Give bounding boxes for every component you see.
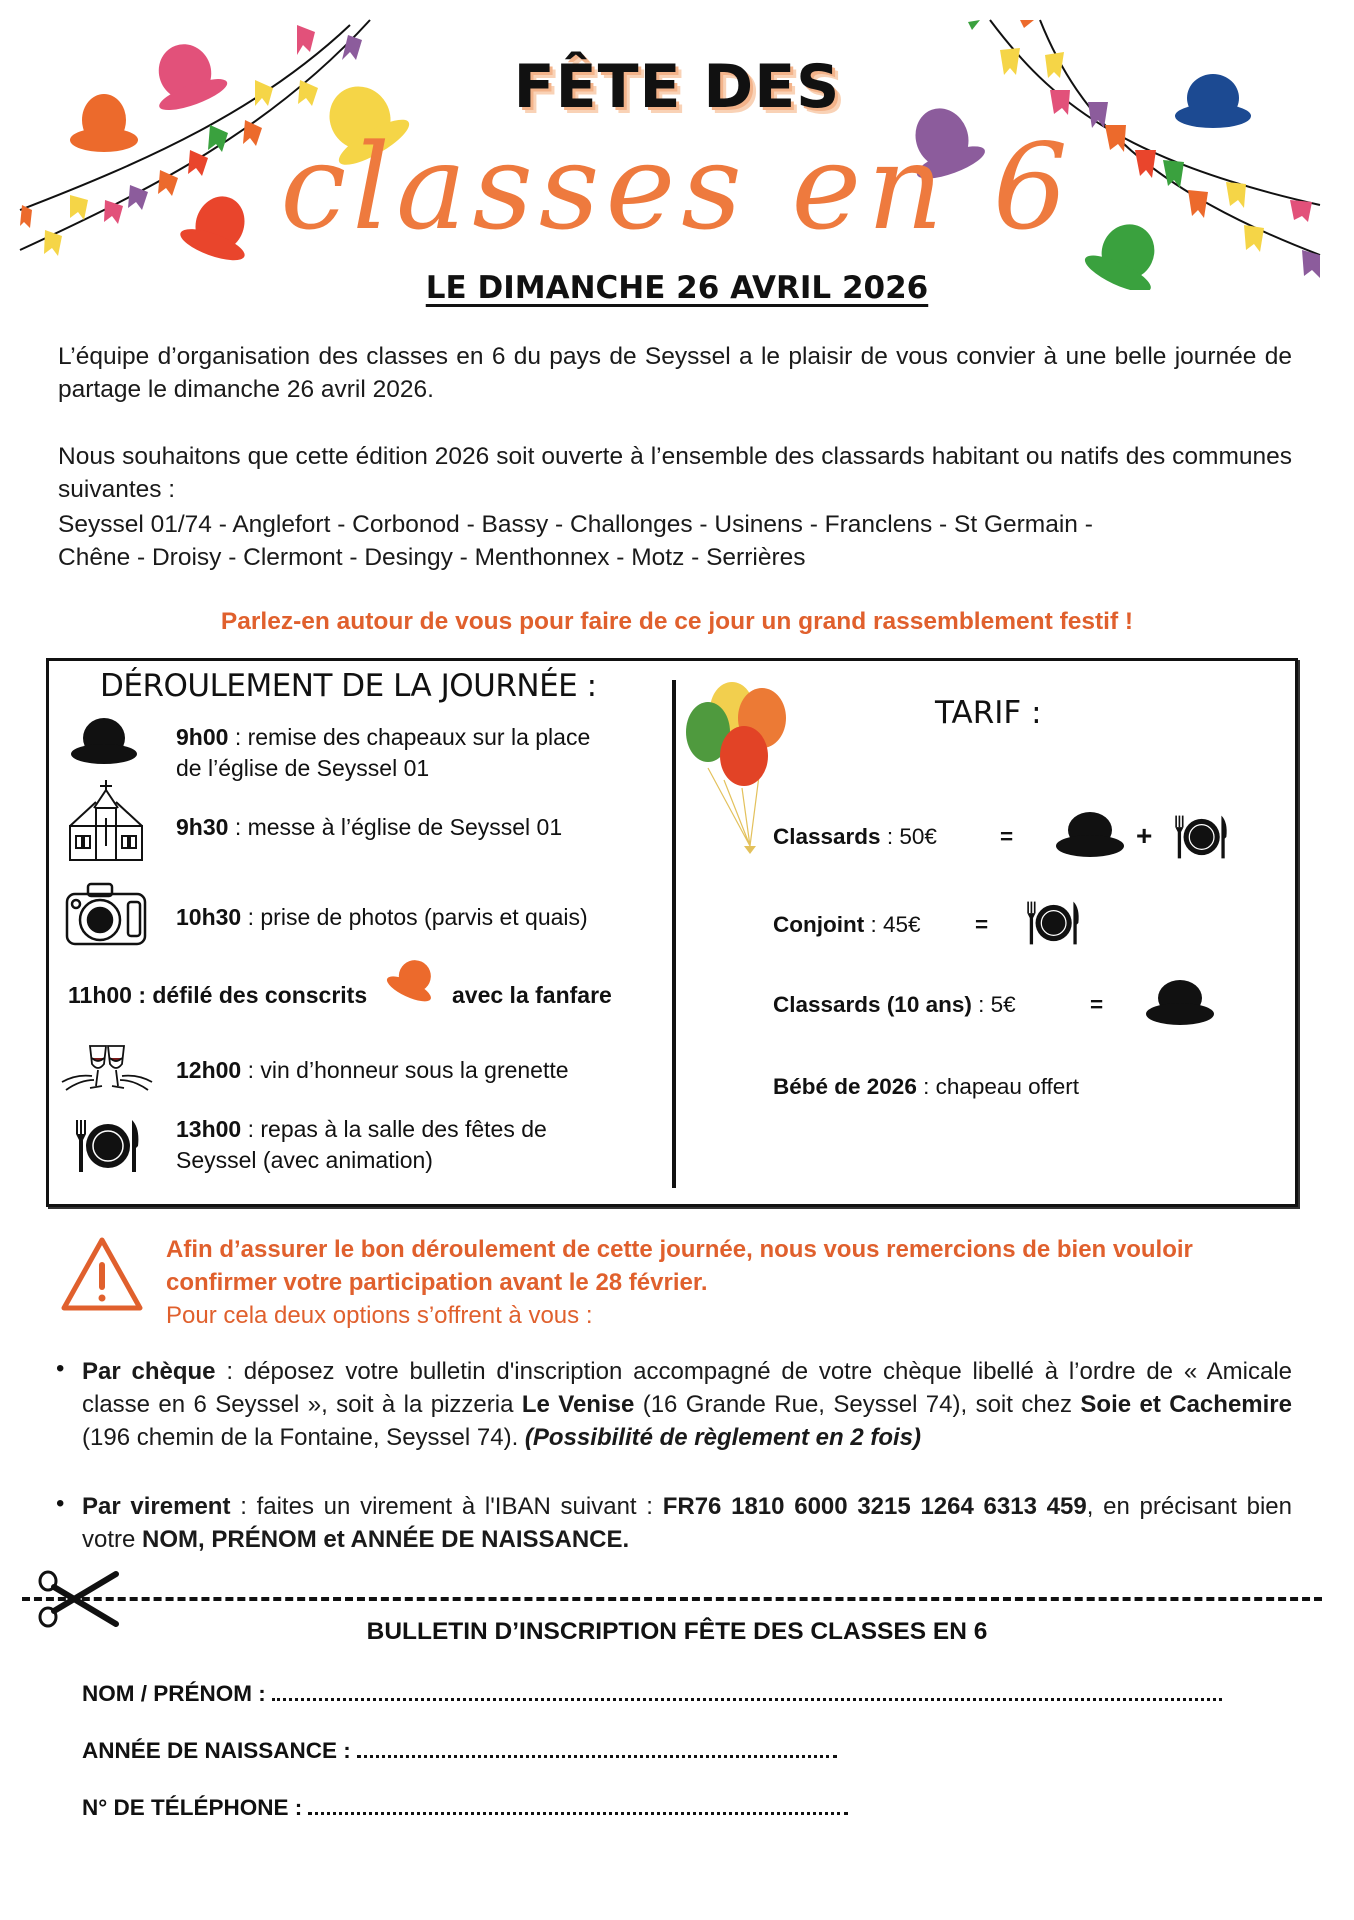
cut-line	[22, 1597, 1322, 1601]
plus-sign: +	[1136, 820, 1153, 851]
equals-sign: =	[1000, 824, 1014, 849]
schedule-item-11h00-fanfare: avec la fanfare	[452, 982, 612, 1008]
bowler-hat-icon	[1144, 980, 1216, 1026]
form-field-annee-naissance[interactable]: ANNÉE DE NAISSANCE :	[82, 1737, 837, 1764]
wine-toast-icon	[60, 1044, 154, 1096]
church-icon	[66, 778, 146, 862]
form-field-nom-prenom[interactable]: NOM / PRÉNOM :	[82, 1680, 1222, 1707]
communes-list-line2: Chêne - Droisy - Clermont - Desingy - Menthonnex - Motz - Serrières	[58, 544, 806, 571]
orange-hat-icon	[384, 956, 444, 1006]
tarif-conjoint: Conjoint : 45€	[773, 912, 921, 937]
tarif-classards: Classards : 50€	[773, 824, 937, 849]
callout-text: Parlez-en autour de vous pour faire de ce jour un grand rassemblement festif !	[220, 608, 1134, 635]
bowler-hat-icon	[1054, 812, 1126, 858]
schedule-item-11h00: 11h00 : défilé des conscrits	[68, 982, 368, 1008]
schedule-item-9h30: 9h30 : messe à l’église de Seyssel 01	[176, 814, 563, 840]
annee-naissance-input[interactable]	[357, 1737, 837, 1758]
title-classes-en-6: classes en 6	[280, 118, 1074, 256]
bullet: •	[56, 1355, 65, 1382]
title-fete-des: FÊTE DES	[513, 52, 841, 122]
tarif-bebe: Bébé de 2026 : chapeau offert	[773, 1074, 1080, 1099]
tarif-title: TARIF :	[935, 695, 1042, 731]
warning-icon	[60, 1236, 144, 1312]
option-virement: Par virement : faites un virement à l'IBAN suivant : FR76 1810 6000 3215 1264 6313 459, en précisant bien votre NOM, PRÉNOM et ANNÉE DE NAISSANCE.	[82, 1493, 1293, 1553]
camera-icon	[64, 880, 148, 948]
schedule-item-13h00: 13h00 : repas à la salle des fêtes de Seyssel (avec animation)	[176, 1116, 547, 1173]
bullet: •	[56, 1490, 65, 1517]
option-cheque: Par chèque : déposez votre bulletin d'inscription accompagné de votre chèque libellé à l’ordre de « Amicale classe en 6 Seyssel », soit à la pizzeria Le Venise (16 Grande Rue, Seyssel 74), soit chez Soie et Cachemire (196 chemin de la Fontaine, Seyssel 74). (Possibilité de règlement en 2 fois)	[82, 1358, 1293, 1451]
telephone-input[interactable]	[308, 1794, 848, 1815]
intro-paragraph-2: Nous souhaitons que cette édition 2026 soit ouverte à l’ensemble des classards habitant ou natifs des communes suivantes :	[58, 443, 1292, 503]
equals-sign: =	[1090, 992, 1104, 1017]
schedule-item-12h00: 12h00 : vin d’honneur sous la grenette	[176, 1057, 569, 1083]
tarif-classards-10-ans: Classards (10 ans) : 5€	[773, 992, 1016, 1017]
nom-prenom-input[interactable]	[272, 1680, 1222, 1701]
warning-message: Afin d’assurer le bon déroulement de cette journée, nous vous remercions de bien vouloir confirmer votre participation avant le 28 février. Pour cela deux options s’offrent à vous :	[166, 1236, 1193, 1329]
communes-list-line1: Seyssel 01/74 - Anglefort - Corbonod - Bassy - Challonges - Usinens - Franclens - St Germain -	[58, 511, 1093, 538]
schedule-item-10h30: 10h30 : prise de photos (parvis et quais)	[176, 904, 588, 930]
plate-cutlery-icon	[1024, 898, 1080, 948]
plate-cutlery-icon	[72, 1118, 140, 1174]
plate-cutlery-icon	[1172, 812, 1228, 862]
event-date: LE DIMANCHE 26 AVRIL 2026	[425, 270, 929, 306]
form-field-telephone[interactable]: N° DE TÉLÉPHONE :	[82, 1794, 848, 1821]
programme-title: DÉROULEMENT DE LA JOURNÉE :	[100, 668, 597, 704]
schedule-item-9h00: 9h00 : remise des chapeaux sur la place de l’église de Seyssel 01	[176, 724, 591, 781]
intro-paragraph: L’équipe d’organisation des classes en 6 du pays de Seyssel a le plaisir de vous convier à une belle journée de partage le dimanche 26 avril 2026.	[58, 343, 1292, 403]
box-divider	[672, 680, 676, 1188]
bulletin-title: BULLETIN D’INSCRIPTION FÊTE DES CLASSES EN 6	[366, 1618, 988, 1645]
bowler-hat-icon	[70, 718, 138, 764]
equals-sign: =	[975, 912, 989, 937]
